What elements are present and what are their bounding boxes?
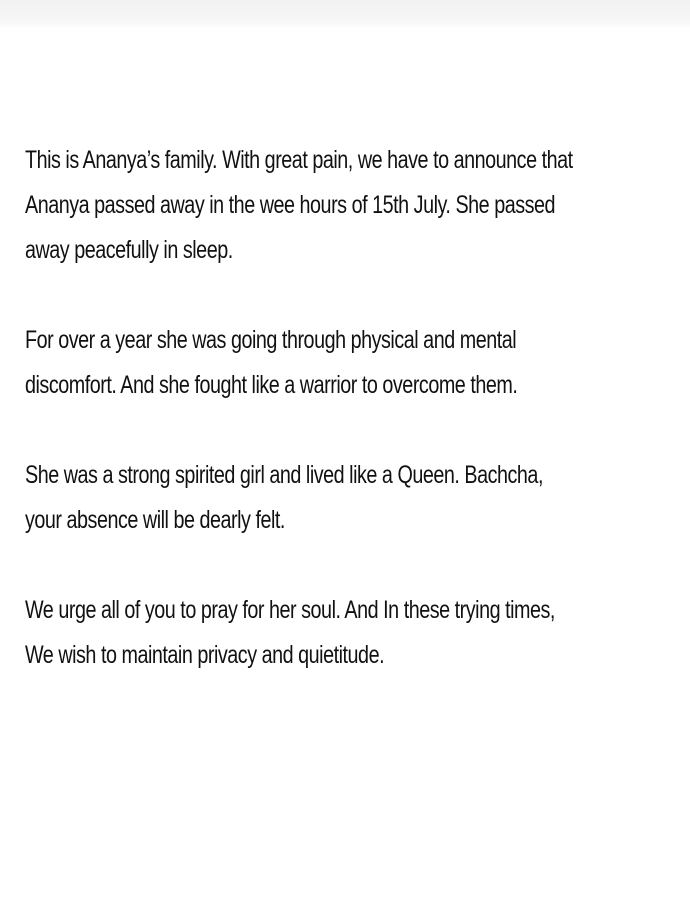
announcement-paragraph: For over a year she was going through physical and mental discomfort. And she fought like a warrior to overcome them.: [25, 326, 518, 399]
top-status-band: [0, 0, 690, 30]
announcement-note: [25, 138, 680, 723]
announcement-paragraph: She was a strong spirited girl and lived like a Queen. Bachcha, your absence will be dearly felt.: [25, 461, 543, 534]
announcement-paragraph: This is Ananya’s family. With great pain, we have to announce that Ananya passed away in the wee hours of 15th July. She passed away peacefully in sleep.: [25, 146, 573, 264]
announcement-paragraph: We urge all of you to pray for her soul. And In these trying times, We wish to maintain privacy and quietitude.: [25, 596, 555, 669]
